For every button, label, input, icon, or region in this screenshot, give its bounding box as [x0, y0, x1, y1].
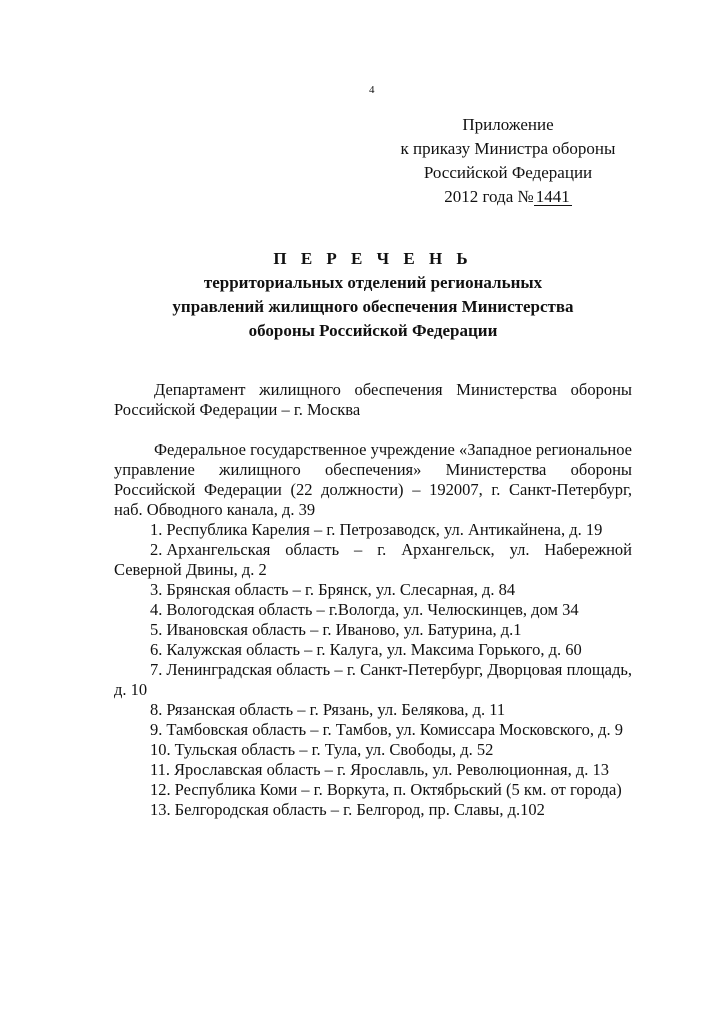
appendix-line-1: Приложение — [462, 115, 554, 134]
document-heading — [100, 247, 646, 343]
institution-paragraph: Федеральное государственное учреждение «Западное региональное управление жилищного обеспечения» Министерства обороны Российской Федерации (22 должности) – 192007, г. Санкт-Петербург, наб. Обводного канала, д. 39 — [114, 440, 632, 519]
list-item-text: Ивановская область – г. Иваново, ул. Батурина, д.1 — [166, 620, 522, 639]
list-item — [114, 620, 632, 640]
list-item — [114, 700, 632, 720]
list-item — [114, 760, 632, 780]
document-subtitle-1: территориальных отделений региональных — [203, 273, 543, 292]
list-item — [114, 660, 632, 700]
appendix-block — [378, 113, 638, 209]
list-item-number: 9. — [150, 720, 163, 739]
list-item — [114, 520, 632, 540]
list-item-text: Тамбовская область – г. Тамбов, ул. Комиссара Московского, д. 9 — [166, 720, 624, 739]
list-item — [114, 800, 632, 820]
department-paragraph: Департамент жилищного обеспечения Министерства обороны Российской Федерации – г. Москва — [114, 380, 632, 419]
list-item-number: 3. — [150, 580, 163, 599]
list-item-text: Республика Карелия – г. Петрозаводск, ул. Антикайнена, д. 19 — [166, 520, 603, 539]
list-item — [114, 600, 632, 620]
list-item-text: Ленинградская область – г. Санкт-Петербург, Дворцовая площадь, д. 10 — [114, 660, 632, 699]
list-item — [114, 720, 632, 740]
document-subtitle-3: обороны Российской Федерации — [248, 321, 498, 340]
list-item-number: 7. — [150, 660, 163, 679]
list-item-text: Ярославская область – г. Ярославль, ул. Революционная, д. 13 — [174, 760, 609, 779]
list-item-text: Калужская область – г. Калуга, ул. Максима Горького, д. 60 — [166, 640, 582, 659]
list-item-number: 4. — [150, 600, 163, 619]
appendix-date-text: 2012 года № — [444, 187, 534, 206]
page-number: 4 — [369, 84, 375, 96]
list-item-text: Архангельская область – г. Архангельск, ул. Набережной Северной Двины, д. 2 — [114, 540, 632, 579]
list-item — [114, 640, 632, 660]
list-item — [114, 540, 632, 580]
document-subtitle-2: управлений жилищного обеспечения Министерства — [172, 297, 574, 316]
territorial-offices-list — [114, 520, 632, 820]
list-item-number: 6. — [150, 640, 163, 659]
appendix-line-2: к приказу Министра обороны — [400, 139, 616, 158]
document-title: П Е Р Е Ч Е Н Ь — [273, 249, 473, 268]
list-item-number: 5. — [150, 620, 163, 639]
list-item — [114, 740, 632, 760]
appendix-line-3: Российской Федерации — [423, 163, 593, 182]
list-item-text: Рязанская область – г. Рязань, ул. Белякова, д. 11 — [166, 700, 506, 719]
list-item-text: Белгородская область – г. Белгород, пр. Славы, д.102 — [174, 800, 545, 819]
list-item-text: Тульская область – г. Тула, ул. Свободы, д. 52 — [174, 740, 494, 759]
list-item-number: 8. — [150, 700, 163, 719]
list-item-text: Брянская область – г. Брянск, ул. Слесарная, д. 84 — [166, 580, 516, 599]
list-item — [114, 780, 632, 800]
list-item — [114, 580, 632, 600]
list-item-number: 12. — [150, 780, 171, 799]
list-item-number: 2. — [150, 540, 163, 559]
appendix-date-line — [378, 185, 638, 209]
list-item-number: 10. — [150, 740, 171, 759]
list-item-text: Вологодская область – г.Вологда, ул. Челюскинцев, дом 34 — [166, 600, 579, 619]
order-number: 1441 — [535, 187, 570, 206]
list-item-number: 13. — [150, 800, 171, 819]
document-body — [114, 380, 632, 820]
list-item-number: 1. — [150, 520, 163, 539]
list-item-number: 11. — [150, 760, 171, 779]
list-item-text: Республика Коми – г. Воркута, п. Октябрьский (5 км. от города) — [174, 780, 622, 799]
